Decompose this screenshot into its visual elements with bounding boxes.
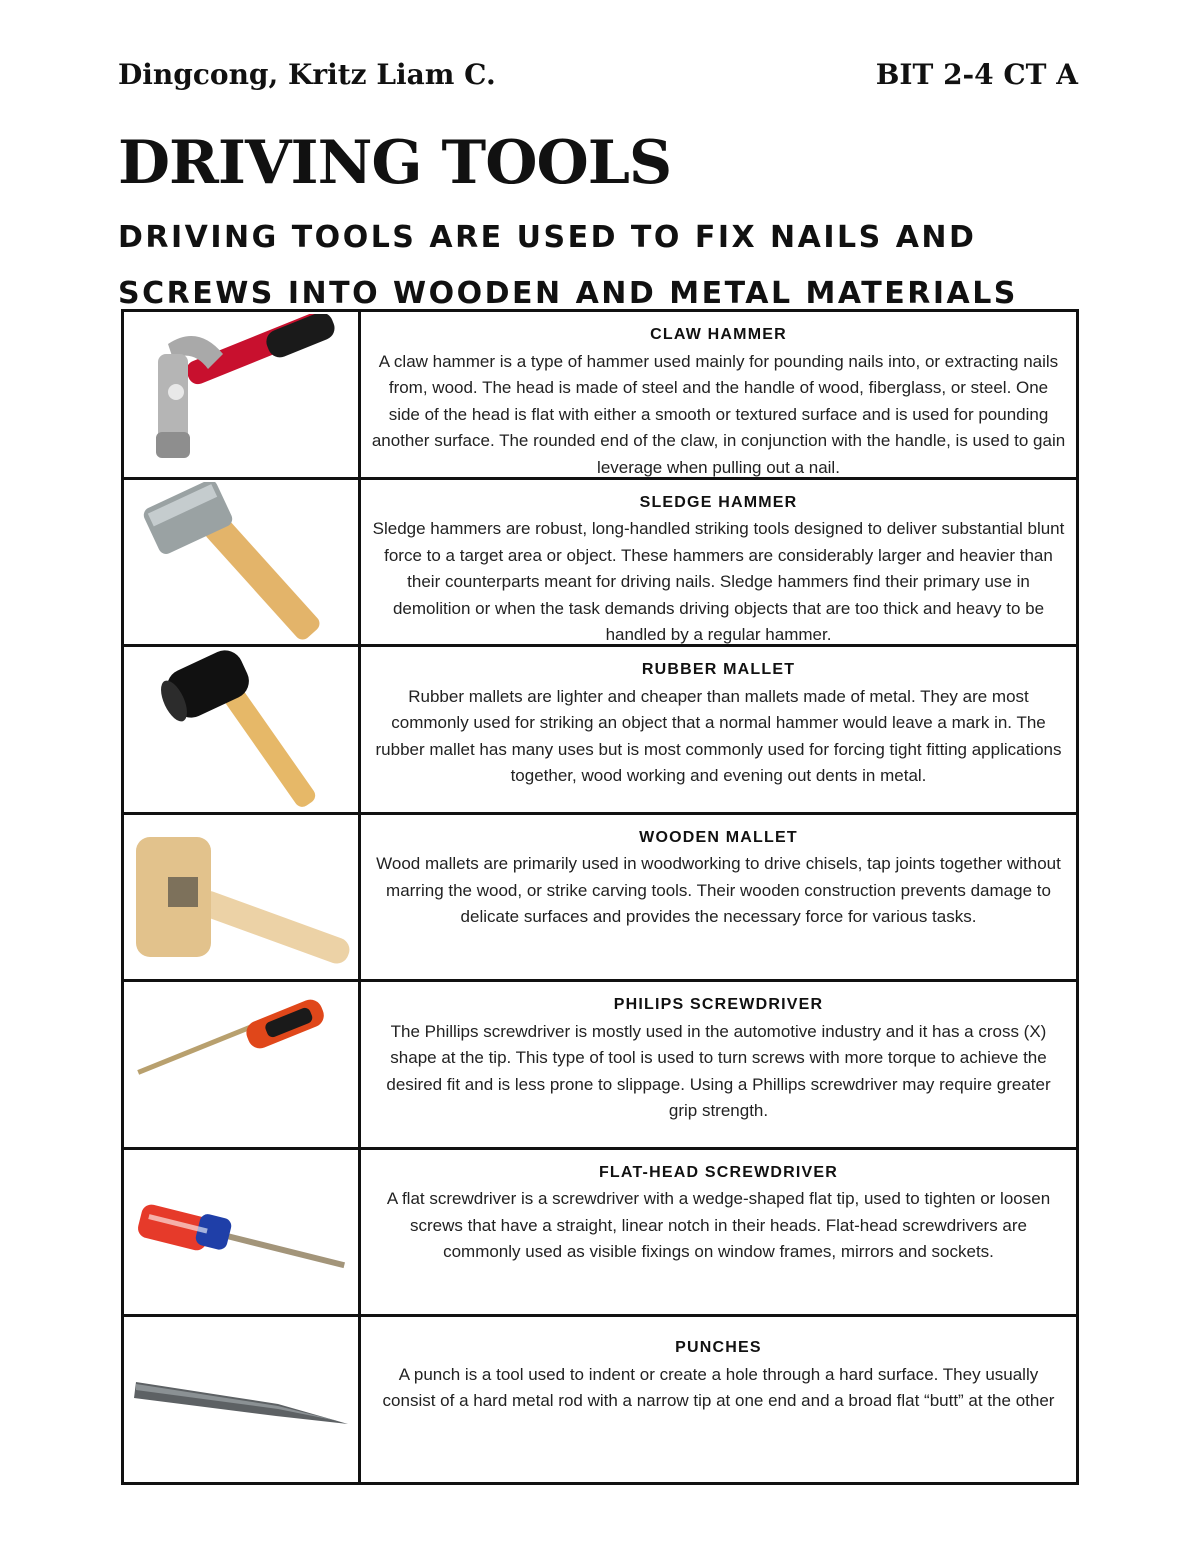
table-row (124, 647, 1076, 815)
phillips-screwdriver-icon (128, 985, 354, 1145)
tool-name: PHILIPS SCREWDRIVER (613, 996, 824, 1014)
tool-image-cell (124, 312, 361, 477)
tool-description: A claw hammer is a type of hammer used mainly for pounding nails into, or extracting nails from, wood. The head is made of steel and the handle of wood, fiberglass, or steel. One side of the head is flat with either a smooth or textured surface and is used for pounding another surface. The rounded end of the claw, in conjunction with the handle, is used to gain leverage when pulling out a nail. (371, 351, 1066, 477)
tool-description: A flat screwdriver is a screwdriver with a wedge-shaped flat tip, used to tighten or loosen screws that have a straight, linear notch in their heads. Flat-head screwdrivers are commonly used as visible fixings on window frames, mirrors and sockets. (386, 1189, 1051, 1262)
tool-name: RUBBER MALLET (641, 661, 796, 679)
class-section: BIT 2-4 CT A (875, 58, 1078, 91)
tool-image-cell (124, 480, 361, 645)
table-row (124, 815, 1076, 983)
tool-name: PUNCHES (675, 1339, 762, 1357)
author-name: Dingcong, Kritz Liam C. (118, 58, 496, 91)
rubber-mallet-icon (128, 649, 354, 809)
table-row (124, 1317, 1076, 1482)
table-row (124, 982, 1076, 1150)
tool-image-cell (124, 815, 361, 980)
tool-image-cell (124, 982, 361, 1147)
tool-description: A punch is a tool used to indent or create a hole through a hard surface. They usually consist of a hard metal rod with a narrow tip at one end and a broad flat “butt” at the other (382, 1364, 1055, 1411)
tool-description: Wood mallets are primarily used in woodworking to drive chisels, tap joints together without marring the wood, or strike carving tools. Their wooden construction prevents damage to delicate surfaces and provides the necessary force for various tasks. (376, 854, 1061, 927)
tool-description: Sledge hammers are robust, long-handled striking tools designed to deliver substantial blunt force to a target area or object. These hammers are considerably larger and heavier than their counterparts meant for driving nails. Sledge hammers find their primary use in demolition or when the task demands driving objects that are too thick and heavy to be handled by a regular hammer. (372, 519, 1065, 645)
tool-text-cell (361, 312, 1076, 477)
tools-table (121, 309, 1079, 1485)
page-subtitle: DRIVING TOOLS ARE USED TO FIX NAILS AND SCREWS INTO WOODEN AND METAL MATERIALS (118, 220, 1018, 311)
tool-text-cell (361, 982, 1076, 1147)
tool-description: Rubber mallets are lighter and cheaper than mallets made of metal. They are most commonly used for striking an object that a normal hammer would leave a mark in. The rubber mallet has many uses but is most commonly used for forcing tight fitting applications together, wood working and evening out dents in metal. (375, 686, 1062, 786)
tool-text-cell (361, 480, 1076, 645)
tool-name: CLAW HAMMER (650, 326, 787, 343)
tool-name: FLAT-HEAD SCREWDRIVER (598, 1163, 839, 1181)
table-row (124, 312, 1076, 480)
table-row (124, 1150, 1076, 1318)
table-row (124, 480, 1076, 648)
tool-image-cell (124, 1317, 361, 1482)
flat-head-screwdriver-icon (128, 1152, 354, 1312)
tool-text-cell (361, 1150, 1076, 1315)
tool-text-cell (361, 1317, 1076, 1482)
tool-text-cell (361, 647, 1076, 812)
wooden-mallet-icon (128, 817, 354, 977)
page-title: DRIVING TOOLS (118, 128, 672, 198)
tool-name: SLEDGE HAMMER (639, 493, 798, 511)
tool-name: WOODEN MALLET (639, 828, 798, 846)
tool-text-cell (361, 815, 1076, 980)
claw-hammer-icon (128, 314, 354, 474)
punch-icon (128, 1320, 354, 1480)
sledge-hammer-icon (128, 482, 354, 642)
tool-image-cell (124, 647, 361, 812)
tool-description: The Phillips screwdriver is mostly used in the automotive industry and it has a cross (X) shape at the tip. This type of tool is used to turn screws with more torque to achieve the desired fit and is less prone to slippage. Using a Phillips screwdriver may require greater grip strength. (386, 1021, 1051, 1121)
tool-image-cell (124, 1150, 361, 1315)
